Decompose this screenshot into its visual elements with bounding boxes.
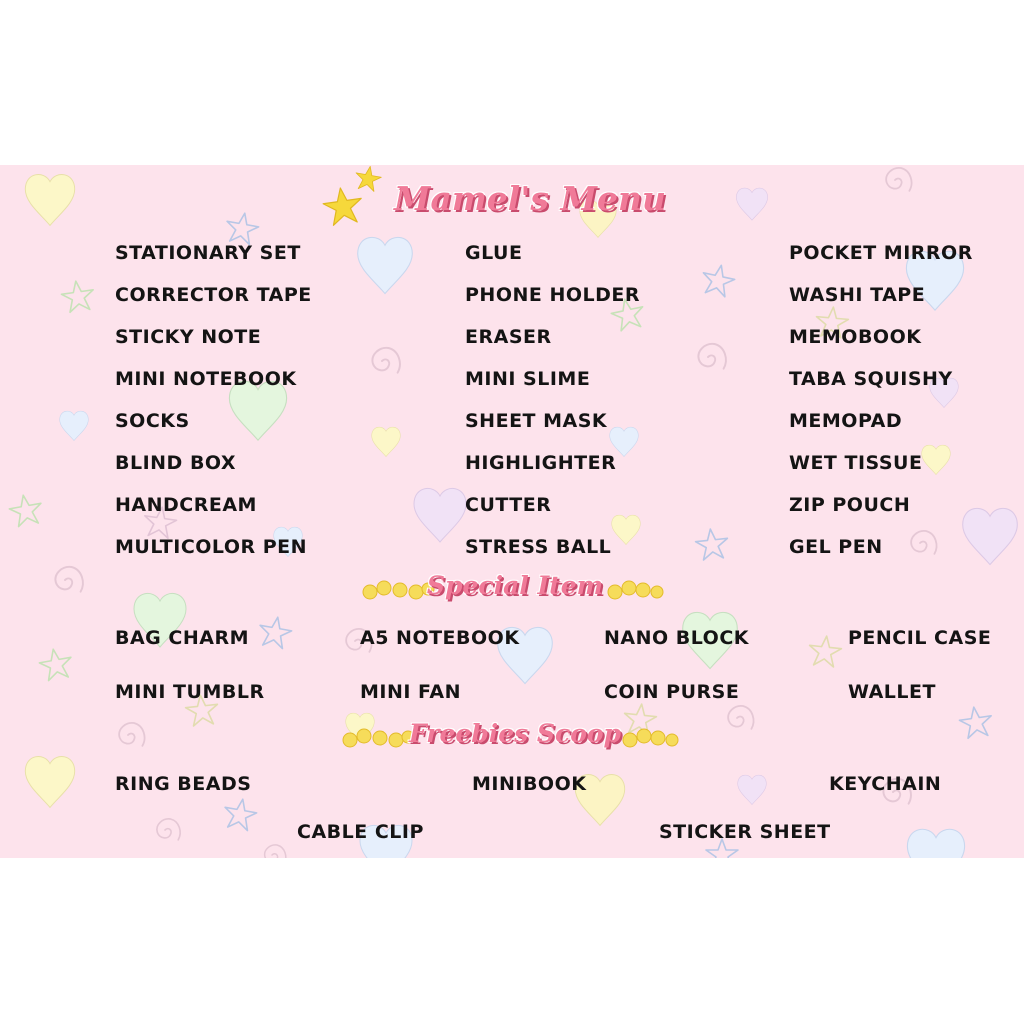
special-item: BAG CHARM (115, 627, 249, 649)
menu-item: ZIP POUCH (789, 494, 911, 516)
menu-item: MEMOPAD (789, 410, 903, 432)
menu-item: MINI SLIME (465, 368, 591, 390)
heart-icon (25, 175, 1017, 858)
menu-item: BLIND BOX (115, 452, 237, 474)
menu-item: STICKY NOTE (115, 326, 262, 348)
special-item: MINI TUMBLR (115, 681, 265, 703)
menu-item: GEL PEN (789, 536, 883, 558)
menu-item: CUTTER (465, 494, 552, 516)
menu-item: MULTICOLOR PEN (115, 536, 308, 558)
special-item: WALLET (848, 681, 936, 703)
menu-item: SOCKS (115, 410, 190, 432)
menu-item: ERASER (465, 326, 552, 348)
menu-item: STATIONARY SET (115, 242, 301, 264)
menu-item: POCKET MIRROR (789, 242, 973, 264)
menu-item: MINI NOTEBOOK (115, 368, 297, 390)
special-item: COIN PURSE (604, 681, 740, 703)
menu-item: WET TISSUE (789, 452, 923, 474)
menu-item: TABA SQUISHY (789, 368, 953, 390)
special-item: NANO BLOCK (604, 627, 750, 649)
menu-item: PHONE HOLDER (465, 284, 641, 306)
menu-item: STRESS BALL (465, 536, 612, 558)
special-item: A5 NOTEBOOK (360, 627, 520, 649)
freebies-scoop-heading: Freebies Scoop (408, 719, 622, 748)
freebie-item: CABLE CLIP (297, 821, 424, 843)
menu-item: SHEET MASK (465, 410, 608, 432)
page-title: Mamel's Menu (393, 179, 667, 218)
special-item-heading: Special Item (426, 571, 604, 600)
menu-board (0, 165, 1024, 858)
freebie-item: KEYCHAIN (829, 773, 942, 795)
special-item: PENCIL CASE (848, 627, 992, 649)
menu-item: HANDCREAM (115, 494, 257, 516)
freebie-item: RING BEADS (115, 773, 252, 795)
menu-item: CORRECTOR TAPE (115, 284, 312, 306)
menu-item: HIGHLIGHTER (465, 452, 617, 474)
menu-item: GLUE (465, 242, 523, 264)
menu-item: MEMOBOOK (789, 326, 922, 348)
freebie-item: STICKER SHEET (659, 821, 831, 843)
freebie-item: MINIBOOK (472, 773, 587, 795)
special-item: MINI FAN (360, 681, 461, 703)
star-outline-icon (7, 210, 993, 858)
yellow-star-icon (321, 165, 383, 226)
menu-item: WASHI TAPE (789, 284, 926, 306)
